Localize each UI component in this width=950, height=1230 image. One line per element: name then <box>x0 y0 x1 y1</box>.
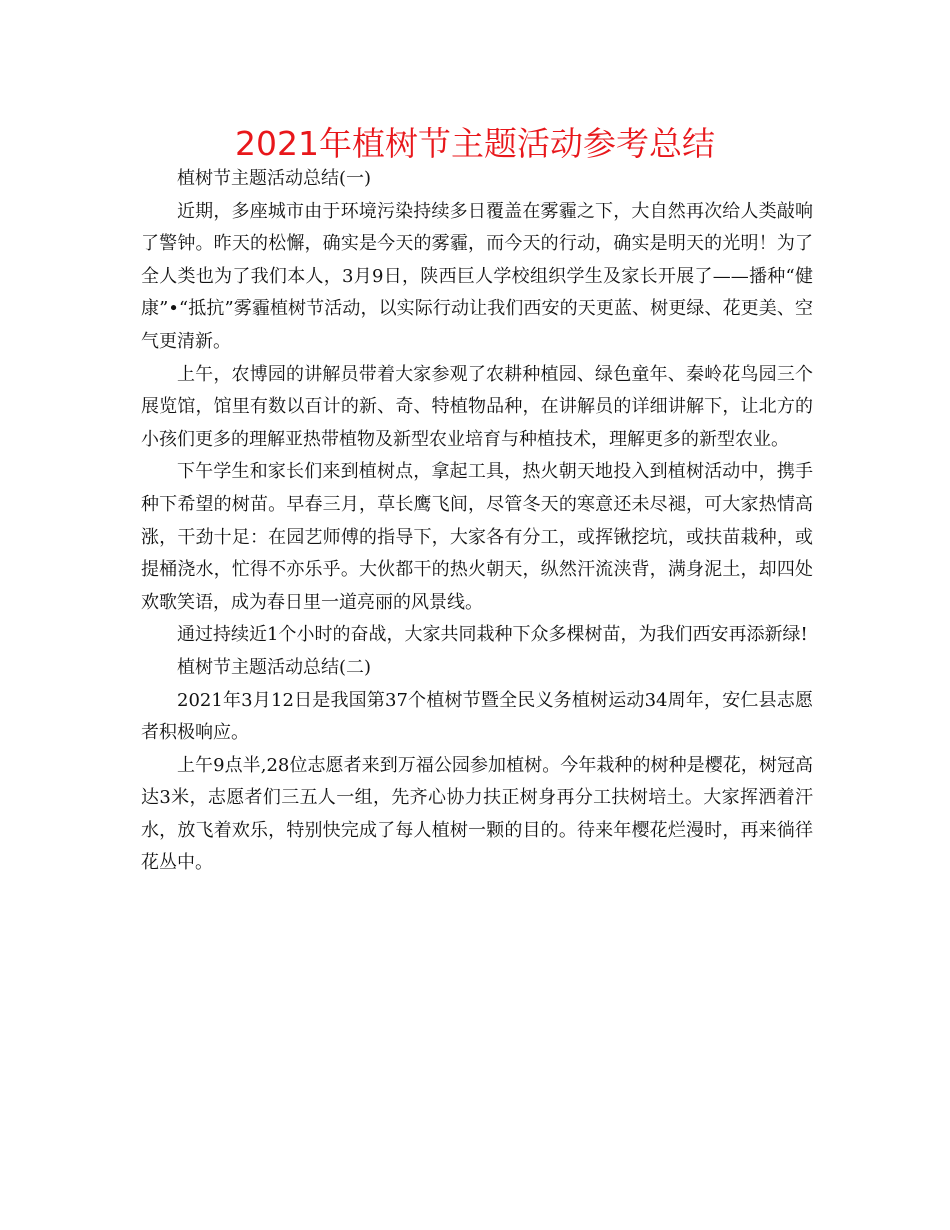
paragraph: 通过持续近1个小时的奋战，大家共同栽种下众多棵树苗，为我们西安再添新绿! <box>177 624 808 646</box>
paragraph: 2021年3月12日是我国第37个植树节暨全民义务植树运动34周年，安仁县志愿者积极响应。 <box>141 689 813 744</box>
document-title: 2021年植树节主题活动参考总结 <box>235 124 715 163</box>
section-heading-2: 植树节主题活动总结(二) <box>177 656 372 678</box>
paragraph: 上午9点半,28位志愿者来到万福公园参加植树。今年栽种的树种是樱花，树冠高达3米，志愿者们三五人一组，先齐心协力扶正树身再分工扶树培土。大家挥洒着汗水，放飞着欢乐，特别快完成了每人植树一颗的目的。待来年樱花烂漫时，再来徜徉花丛中。 <box>141 754 813 874</box>
document-body <box>141 163 813 880</box>
section-heading-1: 植树节主题活动总结(一) <box>177 168 372 189</box>
paragraph: 上午，农博园的讲解员带着大家参观了农耕种植园、绿色童年、秦岭花鸟园三个展览馆，馆里有数以百计的新、奇、特植物品种，在讲解员的详细讲解下，让北方的小孩们更多的理解亚热带植物及新型农业培育与种植技术，理解更多的新型农业。 <box>141 363 813 450</box>
paragraph: 近期，多座城市由于环境污染持续多日覆盖在雾霾之下，大自然再次给人类敲响了警钟。昨天的松懈，确实是今天的雾霾，而今天的行动，确实是明天的光明！为了全人类也为了我们本人，3月9日，陕西巨人学校组织学生及家长开展了——播种“健康”•“抵抗”雾霾植树节活动，以实际行动让我们西安的天更蓝、树更绿、花更美、空气更清新。 <box>141 200 813 352</box>
paragraph: 下午学生和家长们来到植树点，拿起工具，热火朝天地投入到植树活动中，携手种下希望的树苗。早春三月，草长鹰飞间，尽管冬天的寒意还未尽褪，可大家热情高涨，干劲十足：在园艺师傅的指导下，大家各有分工，或挥锹挖坑，或扶苗栽种，或提桶浇水，忙得不亦乐乎。大伙都干的热火朝天，纵然汗流浃背，满身泥土，却四处欢歌笑语，成为春日里一道亮丽的风景线。 <box>141 461 813 613</box>
